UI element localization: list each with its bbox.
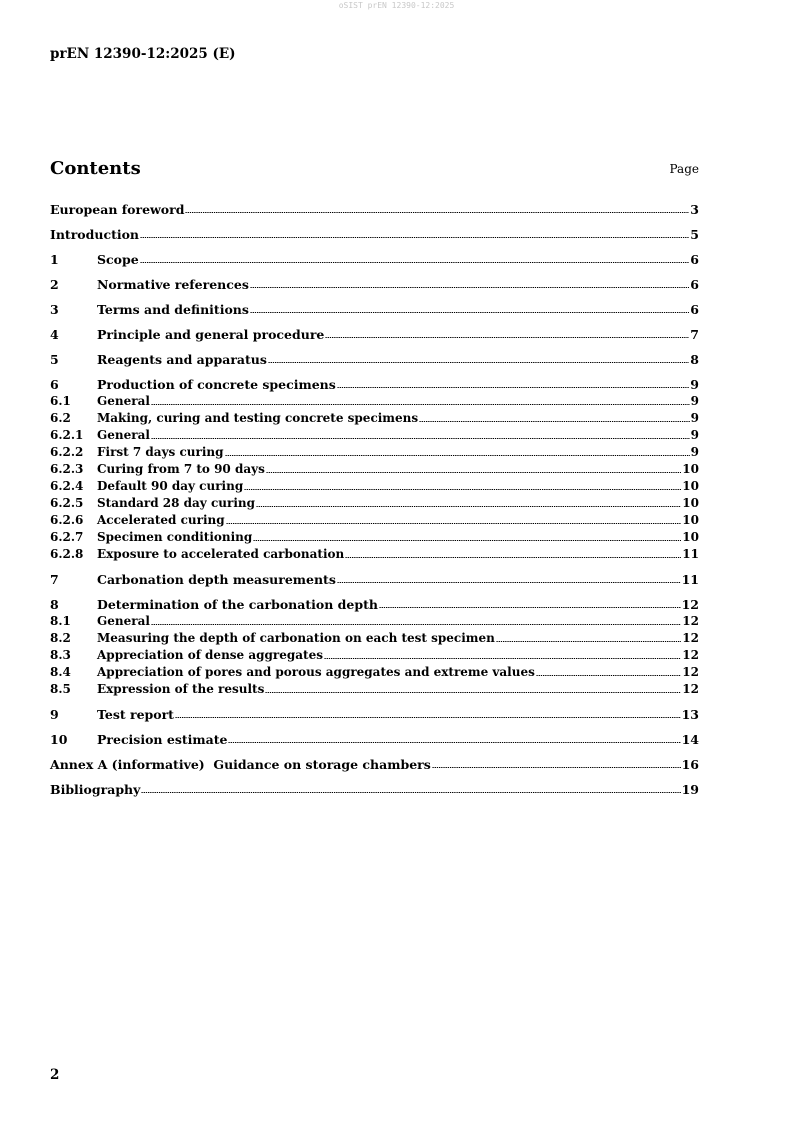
toc-entry-page: 9 bbox=[690, 428, 699, 442]
toc-entry-1[interactable] bbox=[50, 251, 699, 268]
toc-entry-page: 10 bbox=[682, 513, 699, 527]
toc-entry-page: 6 bbox=[690, 302, 699, 317]
toc-entry-8-2[interactable] bbox=[50, 630, 699, 647]
toc-entry-text: General bbox=[97, 428, 150, 442]
toc-entry-5[interactable] bbox=[50, 351, 699, 368]
dot-leader bbox=[140, 261, 690, 264]
toc-entry-text: Annex A (informative) Guidance on storage chambers bbox=[50, 757, 431, 772]
dot-leader bbox=[175, 716, 681, 719]
toc-entry-page: 10 bbox=[682, 496, 699, 510]
dot-leader bbox=[141, 791, 680, 794]
toc-entry-text: General bbox=[97, 614, 150, 628]
toc-entry-text: Test report bbox=[97, 707, 174, 722]
toc-entry-8-1[interactable] bbox=[50, 613, 699, 630]
toc-entry-6-2-7[interactable] bbox=[50, 529, 699, 546]
toc-entry-page: 9 bbox=[690, 445, 699, 459]
toc-header bbox=[50, 158, 699, 182]
toc-entry-page: 12 bbox=[681, 597, 699, 612]
toc-entry-text: Exposure to accelerated carbonation bbox=[97, 547, 345, 561]
dot-leader bbox=[250, 286, 689, 289]
toc-entry-text: Specimen conditioning bbox=[97, 530, 253, 544]
dot-leader bbox=[228, 741, 680, 744]
toc-entry-text: Appreciation of pores and porous aggregates and extreme values bbox=[97, 665, 535, 679]
toc-entry-6-2-8[interactable] bbox=[50, 546, 699, 563]
toc-entry-page: 7 bbox=[690, 327, 699, 342]
toc-entry-page: 19 bbox=[681, 782, 699, 797]
toc-entry-page: 10 bbox=[682, 462, 699, 476]
dot-leader bbox=[337, 386, 690, 389]
dot-leader bbox=[536, 674, 681, 677]
dot-leader bbox=[324, 657, 681, 660]
toc-entry-number: 6.2.1 bbox=[50, 428, 84, 442]
toc-entry-9[interactable] bbox=[50, 706, 699, 723]
toc-entry-6-2-4[interactable] bbox=[50, 478, 699, 495]
toc-entry-number: 1 bbox=[50, 252, 59, 267]
toc-entry-text: Bibliography bbox=[50, 782, 141, 797]
dot-leader bbox=[244, 488, 681, 491]
dot-leader bbox=[432, 766, 681, 769]
dot-leader bbox=[253, 539, 681, 542]
toc-entry-page: 12 bbox=[682, 665, 699, 679]
toc-page-label: Page bbox=[669, 162, 699, 176]
toc-entry-page: 6 bbox=[690, 252, 699, 267]
toc-entry-number: 6.2.6 bbox=[50, 513, 84, 527]
toc-entry-number: 8.2 bbox=[50, 631, 71, 645]
toc-entry-6-1[interactable] bbox=[50, 393, 699, 410]
dot-leader bbox=[185, 211, 689, 214]
toc-entry-number: 6 bbox=[50, 377, 59, 392]
toc-entry-page: 11 bbox=[682, 547, 699, 561]
toc-entry-page: 9 bbox=[690, 411, 699, 425]
toc-entry-foreword[interactable] bbox=[50, 201, 699, 218]
dot-leader bbox=[151, 623, 681, 626]
toc-entry-text: Reagents and apparatus bbox=[97, 352, 267, 367]
toc-entry-6-2-3[interactable] bbox=[50, 461, 699, 478]
toc-entry-number: 8.1 bbox=[50, 614, 71, 628]
toc-entry-text: Standard 28 day curing bbox=[97, 496, 255, 510]
toc-entry-8-3[interactable] bbox=[50, 647, 699, 664]
toc-entry-text: Principle and general procedure bbox=[97, 327, 325, 342]
dot-leader bbox=[345, 556, 681, 559]
toc-entry-text: Expression of the results bbox=[97, 682, 265, 696]
toc-entry-text: Measuring the depth of carbonation on each test specimen bbox=[97, 631, 495, 645]
toc-entry-page: 10 bbox=[682, 479, 699, 493]
toc-entry-bibliography[interactable] bbox=[50, 781, 699, 798]
toc-entry-number: 4 bbox=[50, 327, 59, 342]
document-id: prEN 12390-12:2025 (E) bbox=[50, 46, 236, 62]
toc-entry-number: 8.4 bbox=[50, 665, 71, 679]
toc-entry-text: Normative references bbox=[97, 277, 249, 292]
toc-entry-number: 7 bbox=[50, 572, 59, 587]
toc-entry-number: 10 bbox=[50, 732, 68, 747]
toc-entry-page: 14 bbox=[681, 732, 699, 747]
toc-entry-text: Terms and definitions bbox=[97, 302, 249, 317]
toc-entry-number: 2 bbox=[50, 277, 59, 292]
toc-entry-text: First 7 days curing bbox=[97, 445, 224, 459]
dot-leader bbox=[140, 236, 689, 239]
toc-entry-text: Appreciation of dense aggregates bbox=[97, 648, 323, 662]
toc-entry-page: 3 bbox=[690, 202, 699, 217]
toc-entry-6-2[interactable] bbox=[50, 410, 699, 427]
toc-entry-page: 13 bbox=[681, 707, 699, 722]
toc-entry-7[interactable] bbox=[50, 571, 699, 588]
toc-entry-text: General bbox=[97, 394, 150, 408]
toc-entry-page: 11 bbox=[681, 572, 699, 587]
dot-leader bbox=[266, 471, 681, 474]
dot-leader bbox=[265, 691, 681, 694]
toc-entry-page: 12 bbox=[682, 614, 699, 628]
toc-entry-page: 8 bbox=[690, 352, 699, 367]
toc-entry-number: 6.1 bbox=[50, 394, 71, 408]
dot-leader bbox=[419, 420, 690, 423]
toc-entry-number: 6.2.4 bbox=[50, 479, 84, 493]
toc-entry-number: 8.3 bbox=[50, 648, 71, 662]
toc-entry-page: 6 bbox=[690, 277, 699, 292]
toc-entry-6-2-2[interactable] bbox=[50, 444, 699, 461]
toc-entry-number: 6.2.8 bbox=[50, 547, 84, 561]
toc-entry-6-2-1[interactable] bbox=[50, 427, 699, 444]
toc-entry-text: Production of concrete specimens bbox=[97, 377, 336, 392]
toc-entry-6-2-5[interactable] bbox=[50, 495, 699, 512]
toc-title: Contents bbox=[50, 158, 141, 179]
toc-entry-page: 12 bbox=[682, 682, 699, 696]
toc-entry-number: 6.2.7 bbox=[50, 530, 84, 544]
toc-entry-text: Making, curing and testing concrete specimens bbox=[97, 411, 419, 425]
toc-entry-text: Curing from 7 to 90 days bbox=[97, 462, 265, 476]
dot-leader bbox=[268, 361, 689, 364]
toc-entry-number: 6.2.5 bbox=[50, 496, 84, 510]
toc-entry-2[interactable] bbox=[50, 276, 699, 293]
dot-leader bbox=[496, 640, 681, 643]
toc-entry-number: 8 bbox=[50, 597, 59, 612]
toc-entry-page: 9 bbox=[690, 377, 699, 392]
page-number: 2 bbox=[50, 1067, 60, 1083]
dot-leader bbox=[225, 454, 690, 457]
toc-entry-page: 10 bbox=[682, 530, 699, 544]
toc-entry-8-4[interactable] bbox=[50, 664, 699, 681]
toc-entry-text: Determination of the carbonation depth bbox=[97, 597, 378, 612]
toc-entry-6[interactable] bbox=[50, 376, 699, 393]
dot-leader bbox=[325, 336, 689, 339]
dot-leader bbox=[379, 606, 681, 609]
dot-leader bbox=[250, 311, 689, 314]
toc-entry-page: 16 bbox=[681, 757, 699, 772]
toc-entry-text: Carbonation depth measurements bbox=[97, 572, 336, 587]
toc-entry-page: 5 bbox=[690, 227, 699, 242]
toc-entry-number: 6.2 bbox=[50, 411, 71, 425]
toc-entry-6-2-6[interactable] bbox=[50, 512, 699, 529]
toc-entry-4[interactable] bbox=[50, 326, 699, 343]
toc-entry-10[interactable] bbox=[50, 731, 699, 748]
toc-entry-3[interactable] bbox=[50, 301, 699, 318]
toc-entry-number: 3 bbox=[50, 302, 59, 317]
toc-entry-8[interactable] bbox=[50, 596, 699, 613]
toc-entry-number: 6.2.3 bbox=[50, 462, 84, 476]
toc-entry-number: 8.5 bbox=[50, 682, 71, 696]
toc-entry-text: European foreword bbox=[50, 202, 185, 217]
dot-leader bbox=[337, 581, 681, 584]
watermark: oSIST prEN 12390-12:2025 bbox=[338, 1, 455, 10]
toc-entry-text: Scope bbox=[97, 252, 139, 267]
toc-entry-text: Precision estimate bbox=[97, 732, 228, 747]
toc-entry-introduction[interactable] bbox=[50, 226, 699, 243]
dot-leader bbox=[256, 505, 681, 508]
toc-entry-text: Introduction bbox=[50, 227, 140, 242]
toc-entry-page: 12 bbox=[682, 631, 699, 645]
toc-entry-number: 6.2.2 bbox=[50, 445, 84, 459]
toc-entry-page: 12 bbox=[682, 648, 699, 662]
toc-entry-page: 9 bbox=[690, 394, 699, 408]
dot-leader bbox=[226, 522, 682, 525]
toc-entry-number: 9 bbox=[50, 707, 59, 722]
toc-entry-8-5[interactable] bbox=[50, 681, 699, 698]
dot-leader bbox=[151, 403, 690, 406]
toc-entry-annex-a[interactable] bbox=[50, 756, 699, 773]
table-of-contents bbox=[50, 201, 699, 798]
toc-entry-number: 5 bbox=[50, 352, 59, 367]
dot-leader bbox=[151, 437, 690, 440]
toc-entry-text: Default 90 day curing bbox=[97, 479, 244, 493]
toc-entry-text: Accelerated curing bbox=[97, 513, 225, 527]
